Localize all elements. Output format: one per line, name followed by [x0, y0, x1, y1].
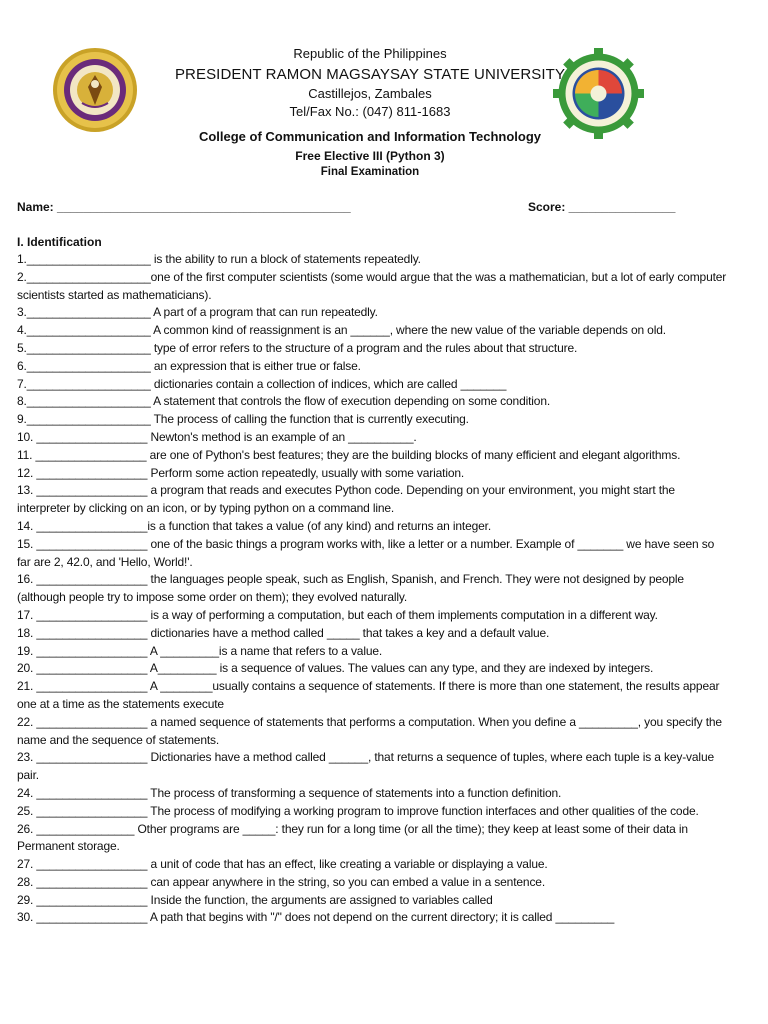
question-item: 8.___________________ A statement that controls the flow of execution depending on some condition.: [17, 394, 551, 409]
question-item: 15. _________________ one of the basic things a program works with, like a letter or a number. Example of _______ we have seen so far are 2, 42.0, and 'Hello, World!'.: [17, 536, 715, 569]
university-address: Castillejos, Zambales: [308, 86, 432, 101]
question-item: 12. _________________ Perform some action repeatedly, usually with some variation.: [17, 465, 465, 480]
question-item: 6.___________________ an expression that is either true or false.: [17, 358, 361, 373]
question-item: 23. _________________ Dictionaries have a method called ______, that returns a sequence of tuples, where each tuple is a key-value pair.: [17, 750, 714, 783]
college-name: College of Communication and Information Technology: [198, 129, 542, 144]
question-item: 24. _________________ The process of transforming a sequence of statements into a function definition.: [17, 785, 562, 800]
name-field: Name: ____________________________________________: [17, 200, 351, 214]
question-item: 28. _________________ can appear anywhere in the string, so you can embed a value in a sentence.: [17, 874, 545, 889]
question-item: 5.___________________ type of error refers to the structure of a program and the rules about that structure.: [17, 340, 578, 355]
question-item: 21. _________________ A ________usually contains a sequence of statements. If there is more than one statement, the results appear one at a time as the statements execute: [17, 679, 720, 711]
question-item: 11. _________________ are one of Python's best features; they are the building blocks of many efficient and elegant algorithms.: [17, 447, 681, 462]
question-item: 14. _________________is a function that takes a value (of any kind) and returns an integer.: [17, 518, 492, 533]
question-item: 22. _________________ a named sequence of statements that performs a computation. When you define a _________, you specify the name and the sequence of statements.: [17, 714, 722, 747]
course-title: Free Elective III (Python 3): [295, 149, 445, 163]
question-item: 1.___________________ is the ability to run a block of statements repeatedly.: [17, 252, 421, 266]
question-item: 7.___________________ dictionaries contain a collection of indices, which are called _______: [17, 376, 507, 391]
question-item: 9.___________________ The process of calling the function that is currently executing.: [17, 412, 469, 427]
university-seal-icon: [52, 47, 138, 133]
question-item: 16. _________________ the languages people speak, such as English, Spanish, and French. They were not designed by people (although people try to impose some order on them); they evolved naturally.: [17, 572, 684, 605]
question-item: 25. _________________ The process of modifying a working program to improve function interfaces and other qualities of the code.: [17, 803, 699, 818]
question-item: 30. _________________ A path that begins with "/" does not depend on the current directory; it is called _________: [17, 910, 615, 925]
university-name: PRESIDENT RAMON MAGSAYSAY STATE UNIVERSITY: [174, 66, 566, 83]
question-item: 3.___________________ A part of a program that can run repeatedly.: [17, 305, 378, 320]
republic-heading: Republic of the Philippines: [293, 46, 447, 61]
question-item: 20. _________________ A_________ is a sequence of values. The values can any type, and they are indexed by integers.: [17, 661, 654, 676]
question-item: 29. _________________ Inside the function, the arguments are assigned to variables called: [17, 892, 493, 907]
question-list: [17, 251, 729, 927]
question-item: 26. _______________ Other programs are _____: they run for a long time (or all the time); they keep at least some of their data in Permanent storage.: [17, 821, 688, 854]
question-item: 10. _________________ Newton's method is an example of an __________.: [17, 429, 417, 444]
question-item: 18. _________________ dictionaries have a method called _____ that takes a key and a default value.: [17, 625, 550, 640]
question-item: 4.___________________ A common kind of reassignment is an ______, where the new value of the variable depends on old.: [17, 323, 666, 338]
exam-title: Final Examination: [320, 166, 420, 178]
question-item: 17. _________________ is a way of performing a computation, but each of them implements computation in a different way.: [17, 607, 658, 622]
section-title: I. Identification: [17, 235, 102, 249]
university-telfax: Tel/Fax No.: (047) 811-1683: [289, 104, 451, 119]
question-item: 19. _________________ A _________is a name that refers to a value.: [17, 643, 383, 658]
question-item: 27. _________________ a unit of code that has an effect, like creating a variable or displaying a value.: [17, 857, 548, 872]
score-field: Score: ________________: [528, 200, 676, 214]
question-item: 13. _________________ a program that reads and executes Python code. Depending on your environment, you might start the interpreter by clicking on an icon, or by typing python on a command line.: [17, 483, 675, 516]
question-item: 2.___________________one of the first computer scientists (some would argue that the was a mathematician, but a lot of early computer scientists started as mathematicians).: [17, 269, 727, 302]
